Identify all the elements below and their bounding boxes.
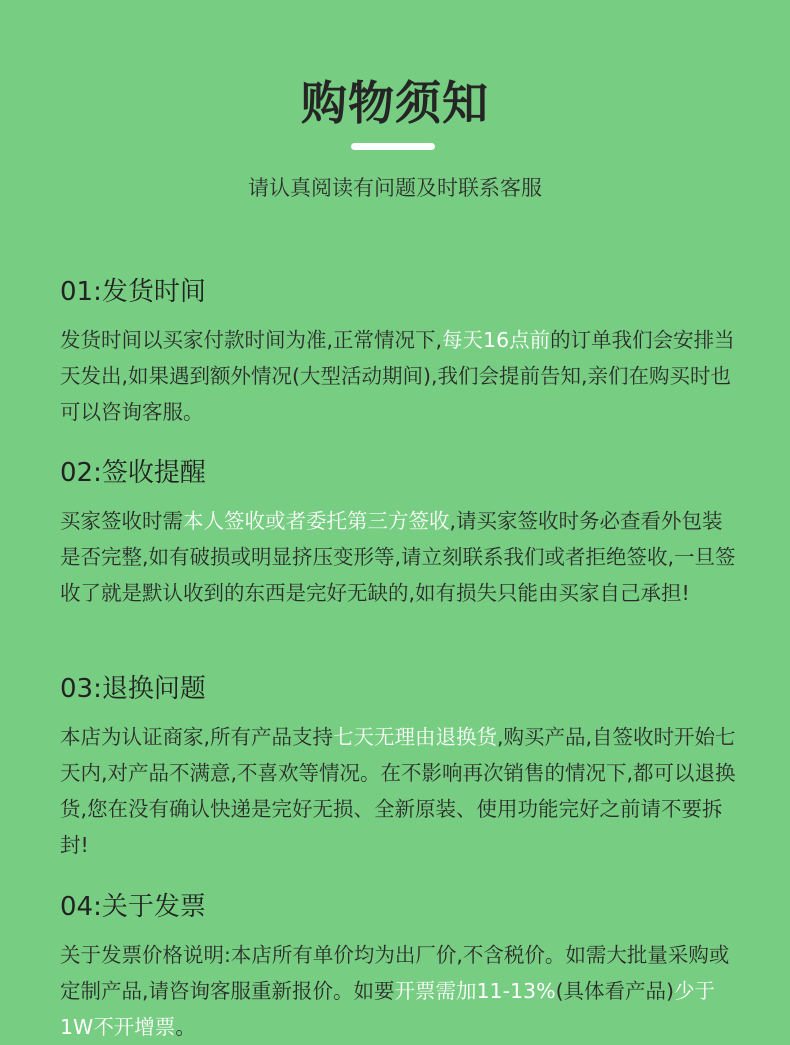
- highlight-text: 每天16点前: [442, 328, 551, 352]
- section-heading: 03:退换问题: [60, 674, 206, 704]
- section-body: [60, 322, 740, 430]
- body-text: (具体看产品): [555, 979, 675, 1003]
- body-text: 发货时间以买家付款时间为准,正常情况下,: [60, 328, 443, 352]
- section-body: [60, 937, 740, 1045]
- section-shipping-time: [60, 272, 740, 430]
- section-body: [60, 503, 740, 611]
- section-receipt-reminder: [60, 453, 740, 611]
- body-text: 的订单我们会安排当天发出,如果遇到额外情况(大型活动期间),我们会提前告知,亲们在购买时也可以咨询客服。: [60, 328, 735, 424]
- highlight-text: 七天无理由退换货: [333, 725, 498, 749]
- highlight-text: 少于1W不开增票: [60, 979, 716, 1039]
- body-text: 关于发票价格说明:本店所有单价均为出厂价,不含税价。如需大批量采购或定制产品,请咨询客服重新报价。如要: [60, 943, 730, 1003]
- title-underline: [351, 143, 435, 150]
- body-text: 买家签收时需: [60, 509, 183, 533]
- highlight-text: 本人签收或者委托第三方签收: [183, 509, 450, 533]
- section-invoice: [60, 887, 740, 1045]
- section-returns: [60, 669, 740, 863]
- section-heading: 01:发货时间: [60, 277, 206, 307]
- page-title: 购物须知: [301, 76, 489, 130]
- section-heading: 02:签收提醒: [60, 458, 206, 488]
- highlight-text: 开票需加11-13%: [394, 979, 556, 1003]
- body-text: ,请买家签收时务必查看外包装是否完整,如有破损或明显挤压变形等,请立刻联系我们或者拒绝签收,一旦签收了就是默认收到的东西是完好无缺的,如有损失只能由买家自己承担!: [60, 509, 736, 605]
- body-text: ,购买产品,自签收时开始七天内,对产品不满意,不喜欢等情况。在不影响再次销售的情况下,都可以退换货,您在没有确认快递是完好无损、全新原装、使用功能完好之前请不要拆封!: [60, 725, 736, 857]
- page-subtitle: 请认真阅读有问题及时联系客服: [248, 176, 542, 200]
- section-body: [60, 719, 740, 863]
- body-text: 本店为认证商家,所有产品支持: [60, 725, 334, 749]
- section-heading: 04:关于发票: [60, 892, 206, 922]
- body-text: 。: [175, 1015, 196, 1039]
